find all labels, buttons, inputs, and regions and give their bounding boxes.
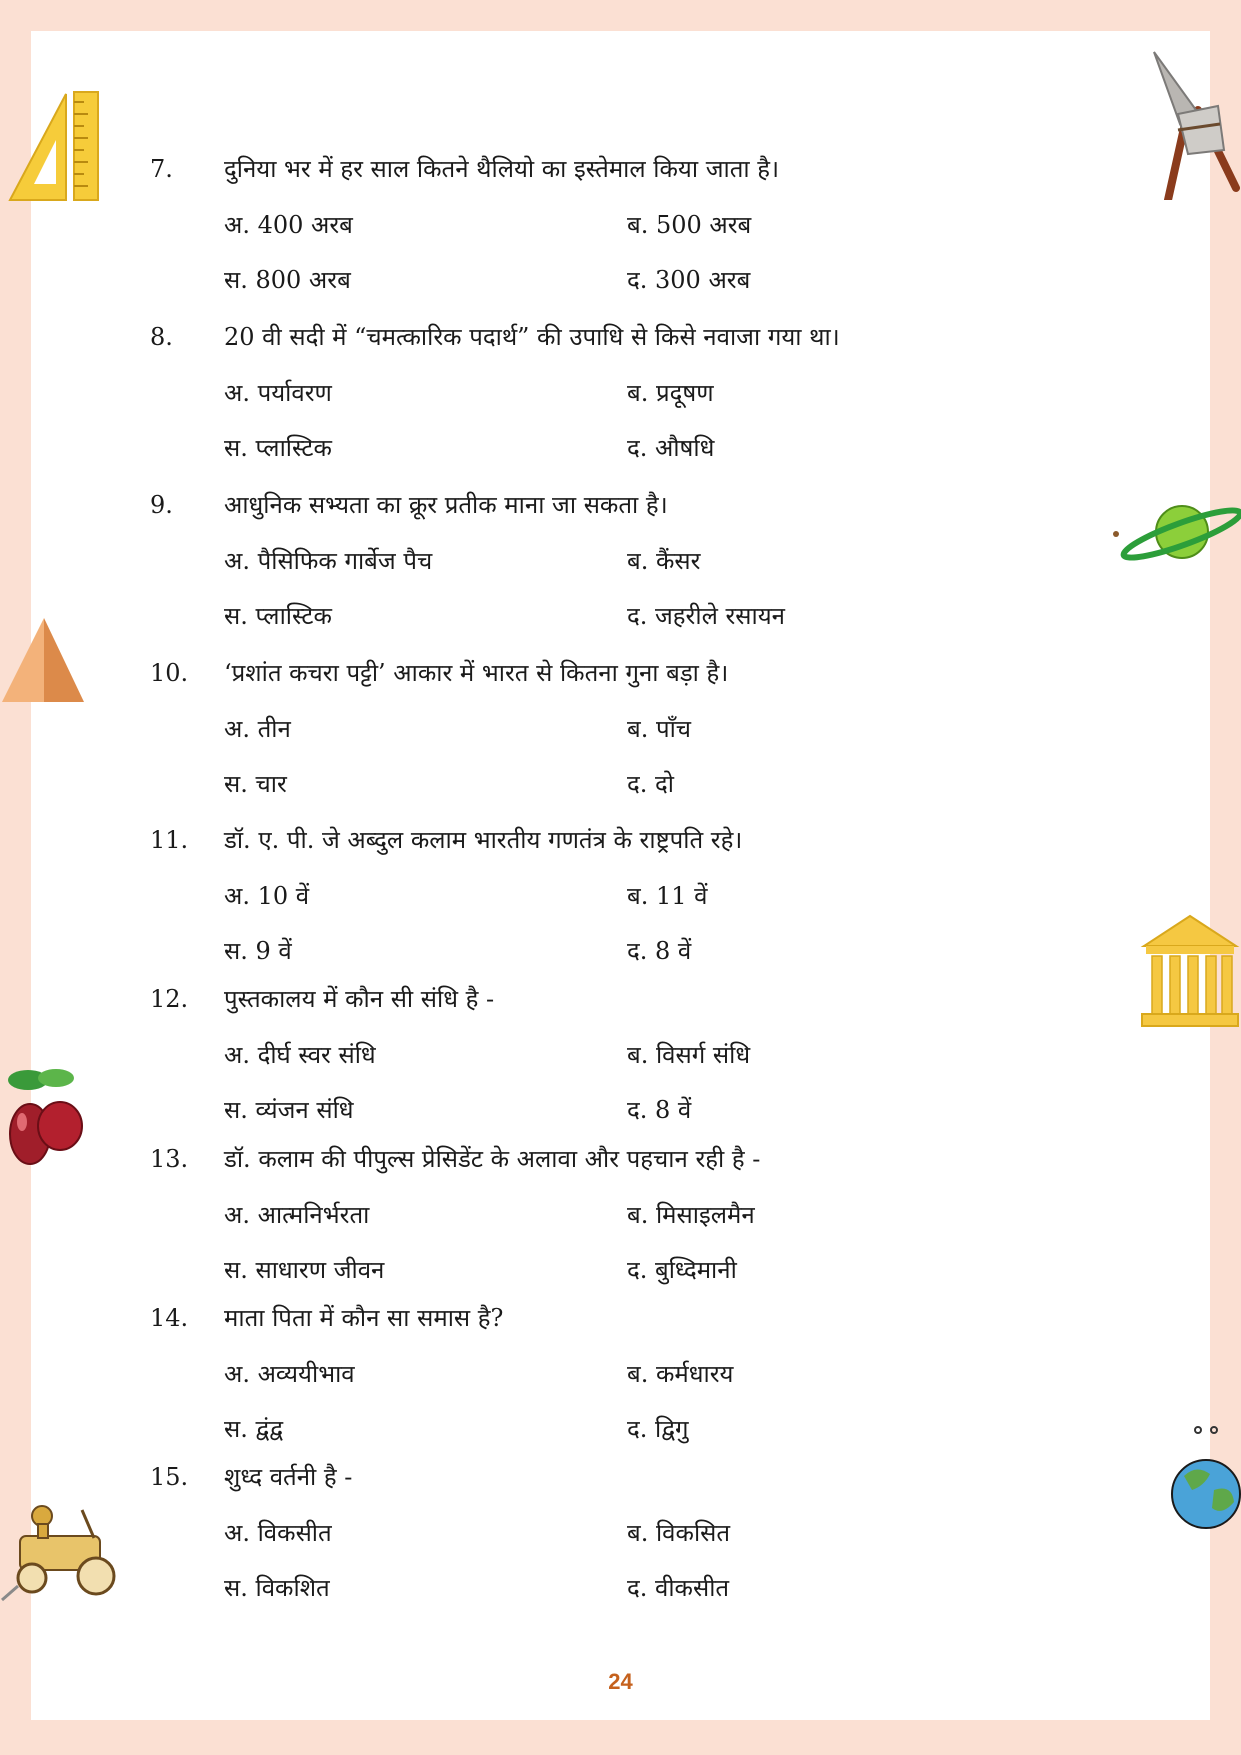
option-b: ब. विसर्ग संधि [627, 1041, 751, 1069]
option-b: ब. मिसाइलमैन [627, 1201, 755, 1229]
question-number: 13. [150, 1145, 189, 1173]
option-a: अ. विकसीत [224, 1519, 332, 1547]
option-c: स. प्लास्टिक [224, 602, 332, 630]
question-number: 8. [150, 323, 173, 351]
red-fruit-icon [2, 1060, 88, 1168]
option-c: स. 9 वें [224, 937, 292, 965]
vintage-cart-icon [0, 1500, 124, 1604]
option-b: ब. कैंसर [627, 547, 701, 575]
option-c: स. द्वंद्व [224, 1415, 284, 1443]
question-number: 11. [150, 826, 189, 854]
question-text: दुनिया भर में हर साल कितने थैलियो का इस्तेमाल किया जाता है। [224, 155, 780, 183]
question-item [31, 824, 1210, 984]
set-square-ruler-icon [4, 88, 102, 204]
planet-saturn-icon [1108, 494, 1241, 568]
question-item [31, 321, 1210, 481]
question-text: पुस्तकालय में कौन सी संधि है - [224, 985, 495, 1013]
option-c: स. व्यंजन संधि [224, 1096, 354, 1124]
question-item [31, 153, 1210, 313]
page-number: 24 [608, 1669, 633, 1694]
question-item [31, 657, 1210, 817]
page [31, 31, 1210, 1720]
option-d: द. वीकसीत [627, 1574, 730, 1602]
question-number: 9. [150, 491, 173, 519]
option-a: अ. पैसिफिक गार्बेज पैच [224, 547, 433, 575]
question-item [31, 489, 1210, 649]
question-text: 20 वी सदी में “चमत्कारिक पदार्थ” की उपाधि से किसे नवाजा गया था। [224, 323, 840, 351]
stone-age-axe-icon [1148, 50, 1240, 200]
question-item [31, 983, 1210, 1143]
option-d: द. 300 अरब [627, 266, 751, 294]
option-d: द. जहरीले रसायन [627, 602, 785, 630]
question-text: डॉ. कलाम की पीपुल्स प्रेसिडेंट के अलावा और पहचान रही है - [224, 1145, 761, 1173]
option-b: ब. विकसित [627, 1519, 731, 1547]
option-c: स. साधारण जीवन [224, 1256, 385, 1284]
option-b: ब. 500 अरब [627, 211, 752, 239]
option-a: अ. अव्ययीभाव [224, 1360, 355, 1388]
question-text: डॉ. ए. पी. जे अब्दुल कलाम भारतीय गणतंत्र के राष्ट्रपति रहे। [224, 826, 743, 854]
question-number: 10. [150, 659, 189, 687]
option-b: ब. कर्मधारय [627, 1360, 734, 1388]
option-d: द. 8 वें [627, 1096, 692, 1124]
option-d: द. द्विगु [627, 1415, 689, 1443]
question-number: 12. [150, 985, 189, 1013]
option-a: अ. दीर्घ स्वर संधि [224, 1041, 376, 1069]
option-c: स. चार [224, 770, 287, 798]
option-a: अ. आत्मनिर्भरता [224, 1201, 370, 1229]
option-b: ब. पाँच [627, 715, 692, 743]
pyramid-icon [0, 614, 86, 704]
option-d: द. 8 वें [627, 937, 692, 965]
question-text: आधुनिक सभ्यता का क्रूर प्रतीक माना जा सकता है। [224, 491, 668, 519]
question-number: 15. [150, 1463, 189, 1491]
option-b: ब. 11 वें [627, 882, 708, 910]
option-d: द. औषधि [627, 434, 715, 462]
option-c: स. विकशित [224, 1574, 330, 1602]
question-text: ‘प्रशांत कचरा पट्टी’ आकार में भारत से कितना गुना बड़ा है। [224, 659, 729, 687]
option-a: अ. तीन [224, 715, 291, 743]
option-c: स. 800 अरब [224, 266, 351, 294]
option-d: द. बुध्दिमानी [627, 1256, 737, 1284]
question-text: माता पिता में कौन सा समास है? [224, 1304, 504, 1332]
globe-icon [1166, 1424, 1241, 1534]
question-item [31, 1302, 1210, 1462]
option-a: अ. 10 वें [224, 882, 310, 910]
question-number: 7. [150, 155, 173, 183]
option-c: स. प्लास्टिक [224, 434, 332, 462]
question-item [31, 1143, 1210, 1303]
option-d: द. दो [627, 770, 674, 798]
option-a: अ. 400 अरब [224, 211, 353, 239]
option-a: अ. पर्यावरण [224, 379, 332, 407]
greek-temple-icon [1140, 912, 1241, 1028]
question-text: शुध्द वर्तनी है - [224, 1463, 353, 1491]
question-list [31, 31, 1210, 1720]
question-number: 14. [150, 1304, 189, 1332]
option-b: ब. प्रदूषण [627, 379, 714, 407]
question-item [31, 1461, 1210, 1621]
